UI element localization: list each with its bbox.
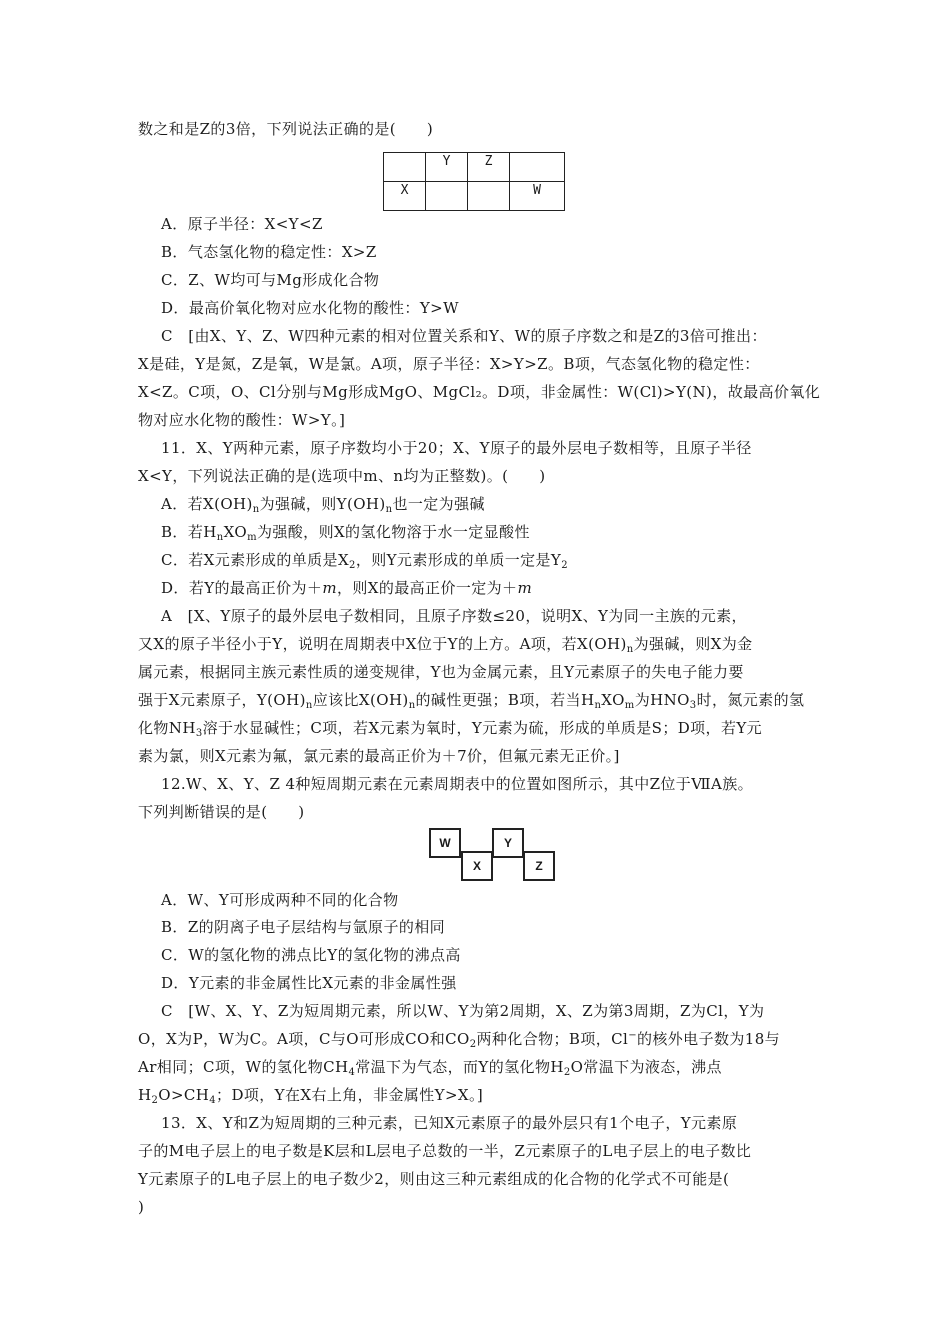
answer-line: O，X为P，W为C。A项，C与O可形成CO和$CO_2$两种化合物；B项，Cl−的核外电子数为18与: [138, 1030, 781, 1050]
table-cell: X: [384, 182, 426, 211]
option-d: D．若Y的最高正价为＋m，则X的最高正价一定为＋m: [161, 579, 533, 597]
option-c: C．W的氢化物的沸点比Y的氢化物的沸点高: [161, 946, 461, 964]
cell-y: Y: [492, 828, 524, 858]
cell-x: X: [461, 851, 493, 881]
table-cell: Y: [426, 153, 468, 182]
option-b: B．Z的阴离子电子层结构与氩原子的相同: [161, 918, 446, 936]
table-cell: [468, 182, 510, 211]
answer-line: 素为氯，则X元素为氟，氯元素的最高正价为＋7价，但氟元素无正价。]: [138, 747, 620, 765]
option-a: A．原子半径：X<Y<Z: [161, 215, 323, 233]
cell-w: W: [429, 828, 461, 858]
question-13-line: ): [138, 1198, 145, 1216]
table-cell: W: [510, 182, 565, 211]
question-13: 13．X、Y和Z为短周期的三种元素，已知X元素原子的最外层只有1个电子，Y元素原: [161, 1114, 738, 1132]
answer-line: C [由X、Y、Z、W四种元素的相对位置关系和Y、W的原子序数之和是Z的3倍可推出：: [161, 327, 767, 345]
question-11: 11．X、Y两种元素，原子序数均小于20；X、Y原子的最外层电子数相等，且原子半径: [161, 439, 752, 457]
cell-z: Z: [523, 851, 555, 881]
table-cell: Z: [468, 153, 510, 182]
answer-line: 物对应水化物的酸性：W>Y。]: [138, 411, 346, 429]
question-12: 12.W、X、Y、Z 4种短周期元素在元素周期表中的位置如图所示，其中Z位于ⅦA族。: [161, 775, 754, 793]
answer-line: A [X、Y原子的最外层电子数相同，且原子序数≤20，说明X、Y为同一主族的元素，: [161, 607, 747, 625]
option-b: B．若$H_nXO_m$为强酸，则X的氢化物溶于水一定显酸性: [161, 523, 530, 543]
answer-line: 化物$NH_3$溶于水显碱性；C项，若X元素为氧时，Y元素为硫，形成的单质是S；D项，若Y元: [138, 719, 763, 739]
question-13-line: Y元素原子的L电子层上的电子数少2，则由这三种元素组成的化合物的化学式不可能是(: [138, 1170, 730, 1188]
option-c: C．Z、W均可与Mg形成化合物: [161, 271, 380, 289]
question-11-line: X<Y，下列说法正确的是(选项中m、n均为正整数)。( ): [138, 467, 546, 485]
answer-line: 又X的原子半径小于Y，说明在周期表中X位于Y的上方。A项，若$X(OH)_n$为强碱，则X为金: [138, 635, 753, 655]
table-cell: [426, 182, 468, 211]
answer-line: C [W、X、Y、Z为短周期元素，所以W、Y为第2周期，X、Z为第3周期，Z为Cl，Y为: [161, 1002, 765, 1020]
answer-line: X是硅，Y是氮，Z是氧，W是氯。A项，原子半径：X>Y>Z。B项，气态氢化物的稳定性：: [138, 355, 760, 373]
option-d: D．最高价氧化物对应水化物的酸性：Y>W: [161, 299, 459, 317]
option-a: A．若$X(OH)_n$为强碱，则$Y(OH)_n$也一定为强碱: [161, 495, 485, 515]
option-b: B．气态氢化物的稳定性：X>Z: [161, 243, 377, 261]
table-cell: [510, 153, 565, 182]
text-line: 数之和是Z的3倍，下列说法正确的是( ): [138, 120, 434, 138]
answer-line: X<Z。C项，O、Cl分别与Mg形成MgO、MgCl₂。D项，非金属性：W(Cl)>Y(N)，故最高价氧化: [138, 383, 821, 401]
answer-line: Ar相同；C项，W的氢化物$CH_4$常温下为气态，而Y的氢化物$H_2O$常温下为液态，沸点: [138, 1058, 722, 1078]
answer-line: $H_2O>CH_4$；D项，Y在X右上角，非金属性Y>X。]: [138, 1086, 484, 1106]
element-position-table: [383, 152, 565, 211]
option-a: A．W、Y可形成两种不同的化合物: [161, 891, 399, 909]
option-c: C．若X元素形成的单质是$X_2$，则Y元素形成的单质一定是$Y_2$: [161, 551, 568, 571]
question-13-line: 子的M电子层上的电子数是K层和L层电子总数的一半，Z元素原子的L电子层上的电子数比: [138, 1142, 752, 1160]
question-12-line: 下列判断错误的是( ): [138, 803, 305, 821]
answer-line: 属元素，根据同主族元素性质的递变规律，Y也为金属元素，且Y元素原子的失电子能力要: [138, 663, 744, 681]
answer-line: 强于X元素原子，$Y(OH)_n$应该比$X(OH)_n$的碱性更强；B项，若当$H_nXO_m$为$HNO_3$时，氮元素的氢: [138, 691, 805, 711]
option-d: D．Y元素的非金属性比X元素的非金属性强: [161, 974, 457, 992]
table-cell: [384, 153, 426, 182]
